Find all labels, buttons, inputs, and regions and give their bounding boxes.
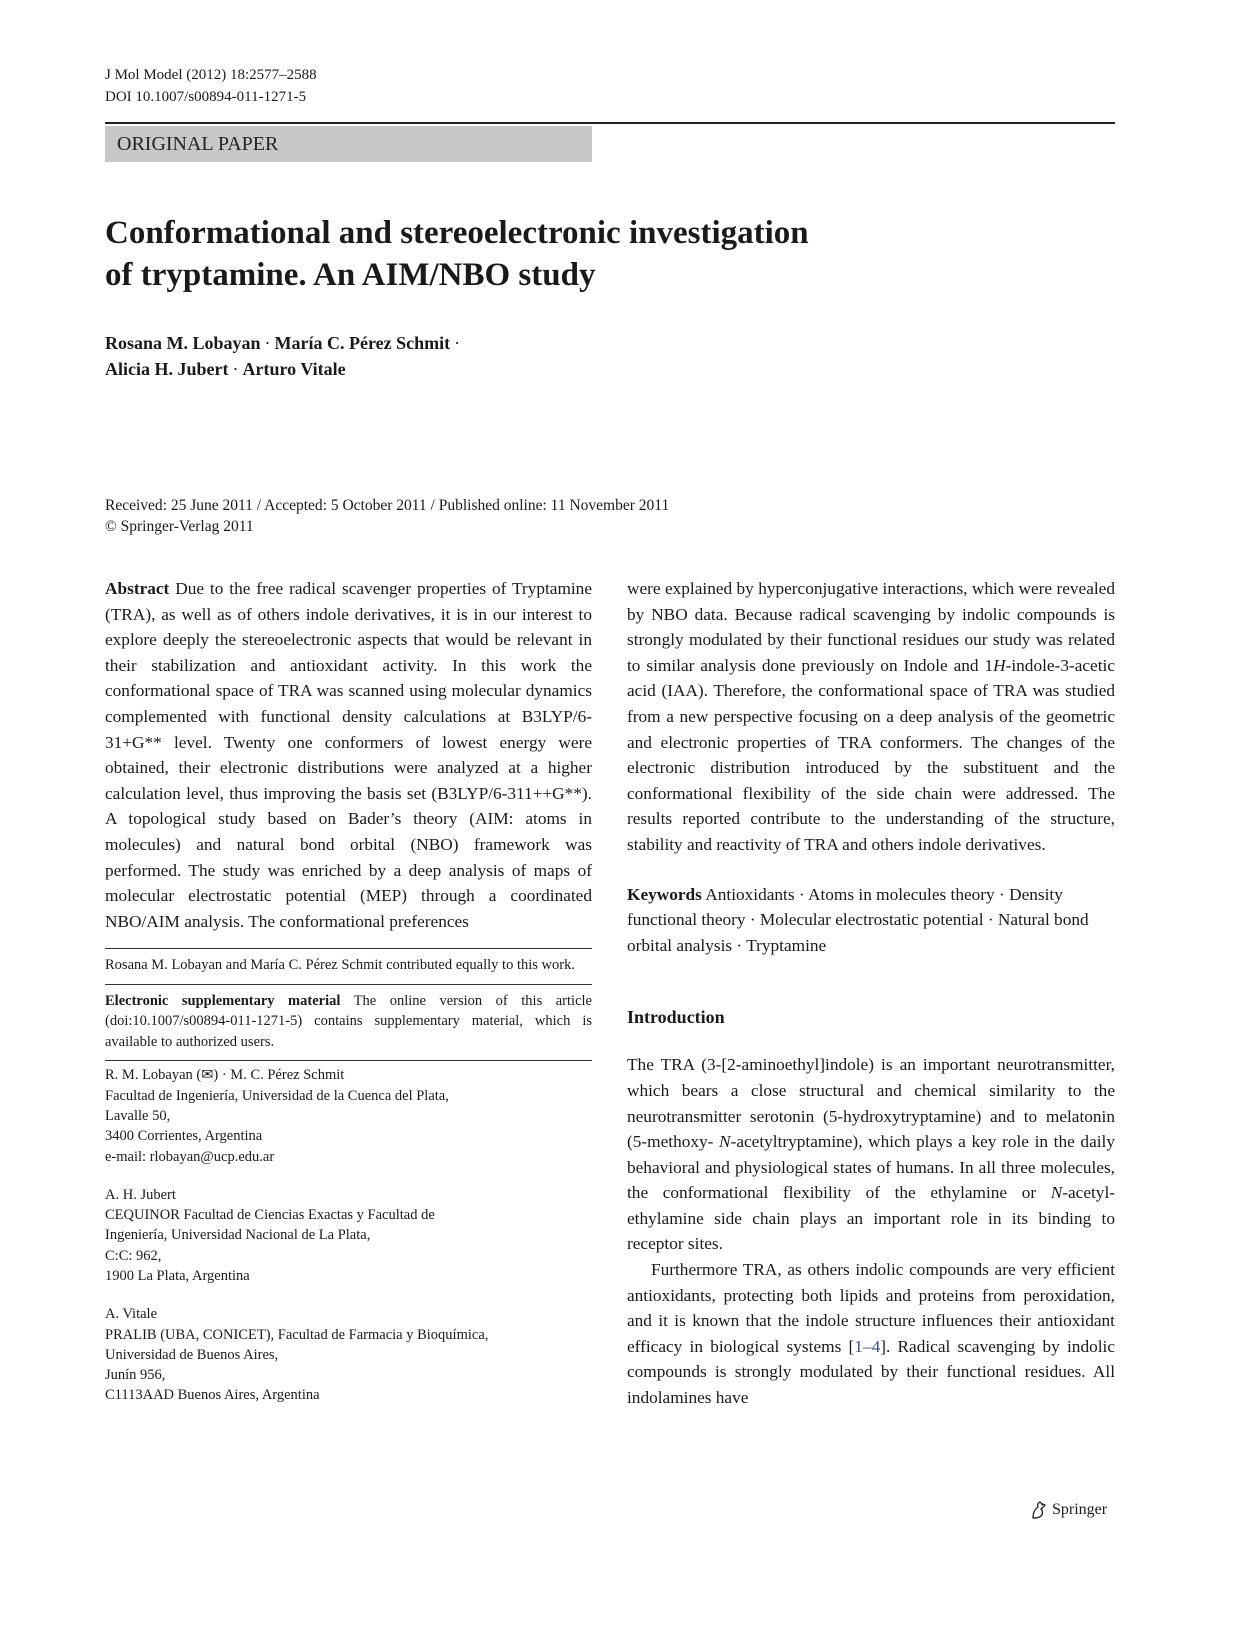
author-name: María C. Pérez Schmit xyxy=(274,333,451,353)
intro-italic: N xyxy=(719,1132,731,1152)
keywords-label: Keywords xyxy=(627,884,702,904)
affiliation-line: A. Vitale xyxy=(105,1306,158,1323)
article-type-banner xyxy=(105,126,592,162)
affiliation-email[interactable]: e-mail: rlobayan@ucp.edu.ar xyxy=(105,1148,275,1165)
doi-line: DOI 10.1007/s00894-011-1271-5 xyxy=(105,89,307,105)
abstract-italic: H xyxy=(993,655,1006,675)
affiliation-line: A. H. Jubert xyxy=(105,1186,176,1203)
esm-note xyxy=(105,991,592,1053)
reference-link[interactable]: 1–4 xyxy=(854,1336,881,1356)
affiliation-block xyxy=(105,1304,592,1405)
article-type-label: ORIGINAL PAPER xyxy=(117,133,279,155)
abstract-text: were explained by hyperconjugative interactions, which were revealed by NBO data. Because radical scavenging by indolic compounds is strongly modulated by their functional residues our study was related to similar analysis done previously on Indole and 1 xyxy=(627,579,1115,675)
title-line-2: of tryptamine. An AIM/NBO study xyxy=(105,257,596,293)
affiliation-line: Universidad de Buenos Aires, xyxy=(105,1346,279,1363)
springer-horse-icon xyxy=(1030,1500,1048,1520)
abstract-paragraph xyxy=(105,576,592,934)
affiliation-line: C:C: 962, xyxy=(105,1247,162,1264)
affiliation-line: C1113AAD Buenos Aires, Argentina xyxy=(105,1387,320,1404)
equal-contribution-note: Rosana M. Lobayan and María C. Pérez Schmit contributed equally to this work. xyxy=(105,957,575,974)
section-heading-introduction: Introduction xyxy=(627,1007,725,1028)
intro-paragraph-2 xyxy=(627,1257,1115,1411)
paper-title xyxy=(105,212,1005,296)
footnote-divider xyxy=(105,1060,592,1061)
intro-italic: N xyxy=(1050,1183,1063,1203)
affiliation-line: Ingeniería, Universidad Nacional de La Plata, xyxy=(105,1227,371,1244)
journal-line: J Mol Model (2012) 18:2577–2588 xyxy=(105,67,317,83)
affiliation-block xyxy=(105,1065,592,1166)
intro-text: Furthermore TRA, as others indolic compounds are very efficient antioxidants, protecting both lipids and proteins from peroxidation, and it is known that the indole structure influences their antioxidant efficacy in biological systems [ xyxy=(627,1260,1115,1356)
author-separator: · xyxy=(264,333,271,353)
publisher-name: Springer xyxy=(1052,1501,1108,1518)
author-list xyxy=(105,330,805,382)
intro-text: The TRA (3-[2-aminoethyl]indole) is an important neurotransmitter, which bears a close structural and chemical similarity to the neurotransmitter serotonin (5-hydroxytryptamine) and to melatonin (5-methoxy- xyxy=(627,1055,1115,1152)
affiliation-line: CEQUINOR Facultad de Ciencias Exactas y Facultad de xyxy=(105,1207,435,1224)
intro-text: -acetyltryptamine), which plays a key role in the daily behavioral and physiological states of humans. In all three molecules, the conformational flexibility of the ethylamine or xyxy=(627,1132,1115,1203)
abstract-label: Abstract xyxy=(105,579,170,598)
esm-label: Electronic supplementary material xyxy=(105,992,341,1009)
journal-citation xyxy=(105,64,317,108)
keywords-paragraph xyxy=(627,882,1115,959)
author-name: Arturo Vitale xyxy=(242,359,346,379)
affiliation-line: Lavalle 50, xyxy=(105,1107,171,1124)
author-name: Rosana M. Lobayan xyxy=(105,333,261,353)
keywords-text: Antioxidants · Atoms in molecules theory · Density functional theory · Molecular electrostatic potential · Natural bond orbital analysis · Tryptamine xyxy=(627,884,1089,955)
affiliation-line: 3400 Corrientes, Argentina xyxy=(105,1128,263,1145)
author-separator: · xyxy=(232,359,239,379)
header-rule xyxy=(105,122,1115,124)
title-line-1: Conformational and stereoelectronic investigation xyxy=(105,215,809,251)
affiliation-line: Junín 956, xyxy=(105,1367,166,1384)
received-accepted-line: Received: 25 June 2011 / Accepted: 5 October 2011 / Published online: 11 November 2011 xyxy=(105,497,670,514)
copyright-line: © Springer-Verlag 2011 xyxy=(105,518,254,535)
left-column xyxy=(105,576,592,1406)
footnote-divider xyxy=(105,984,592,985)
intro-text: ]. Radical scavenging by indolic compounds is strongly modulated by their functional residues. All indolamines have xyxy=(627,1336,1115,1408)
esm-text: The online version of this article (doi:10.1007/s00894-011-1271-5) contains supplementary material, which is available to authorized users. xyxy=(105,992,592,1050)
intro-text: -acetyl-ethylamine side chain plays an important role in its binding to receptor sites. xyxy=(627,1183,1115,1254)
affiliation-line: 1900 La Plata, Argentina xyxy=(105,1267,250,1284)
affiliation-line: PRALIB (UBA, CONICET), Facultad de Farmacia y Bioquímica, xyxy=(105,1326,489,1343)
abstract-continuation xyxy=(627,576,1115,858)
abstract-text: -indole-3-acetic acid (IAA). Therefore, the conformational space of TRA was studied from a new perspective focusing on a deep analysis of the geometric and electronic properties of TRA conformers. The changes of the electronic distribution introduced by the substituent and the conformational flexibility of the side chain were addressed. The results reported contribute to the understanding of the structure, stability and reactivity of TRA and others indole derivatives. xyxy=(627,655,1115,854)
publication-dates xyxy=(105,495,669,537)
affiliation-line: R. M. Lobayan (✉) · M. C. Pérez Schmit xyxy=(105,1067,345,1084)
author-separator: · xyxy=(454,333,461,353)
intro-paragraph-1 xyxy=(627,1052,1115,1257)
affiliation-block xyxy=(105,1185,592,1286)
abstract-text: Due to the free radical scavenger properties of Tryptamine (TRA), as well as of others indole derivatives, it is in our interest to explore deeply the stereoelectronic aspects that would be relevant in their stabilization and antioxidant activity. In this work the conformational space of TRA was scanned using molecular dynamics complemented with functional density calculations at B3LYP/6-31+G** level. Twenty one conformers of lowest energy were obtained, their electronic distributions were analyzed at a higher calculation level, thus improving the basis set (B3LYP/6-311++G**). A topological study based on Bader’s theory (AIM: atoms in molecules) and natural bond orbital (NBO) framework was performed. The study was enriched by a deep analysis of maps of molecular electrostatic potential (MEP) through a coordinated NBO/AIM analysis. The conformational preferences xyxy=(105,579,592,931)
affiliation-line: Facultad de Ingeniería, Universidad de la Cuenca del Plata, xyxy=(105,1087,449,1104)
right-column xyxy=(627,576,1115,1411)
footnote-divider xyxy=(105,948,592,949)
author-name: Alicia H. Jubert xyxy=(105,359,229,379)
publisher-footer xyxy=(1030,1500,1107,1520)
